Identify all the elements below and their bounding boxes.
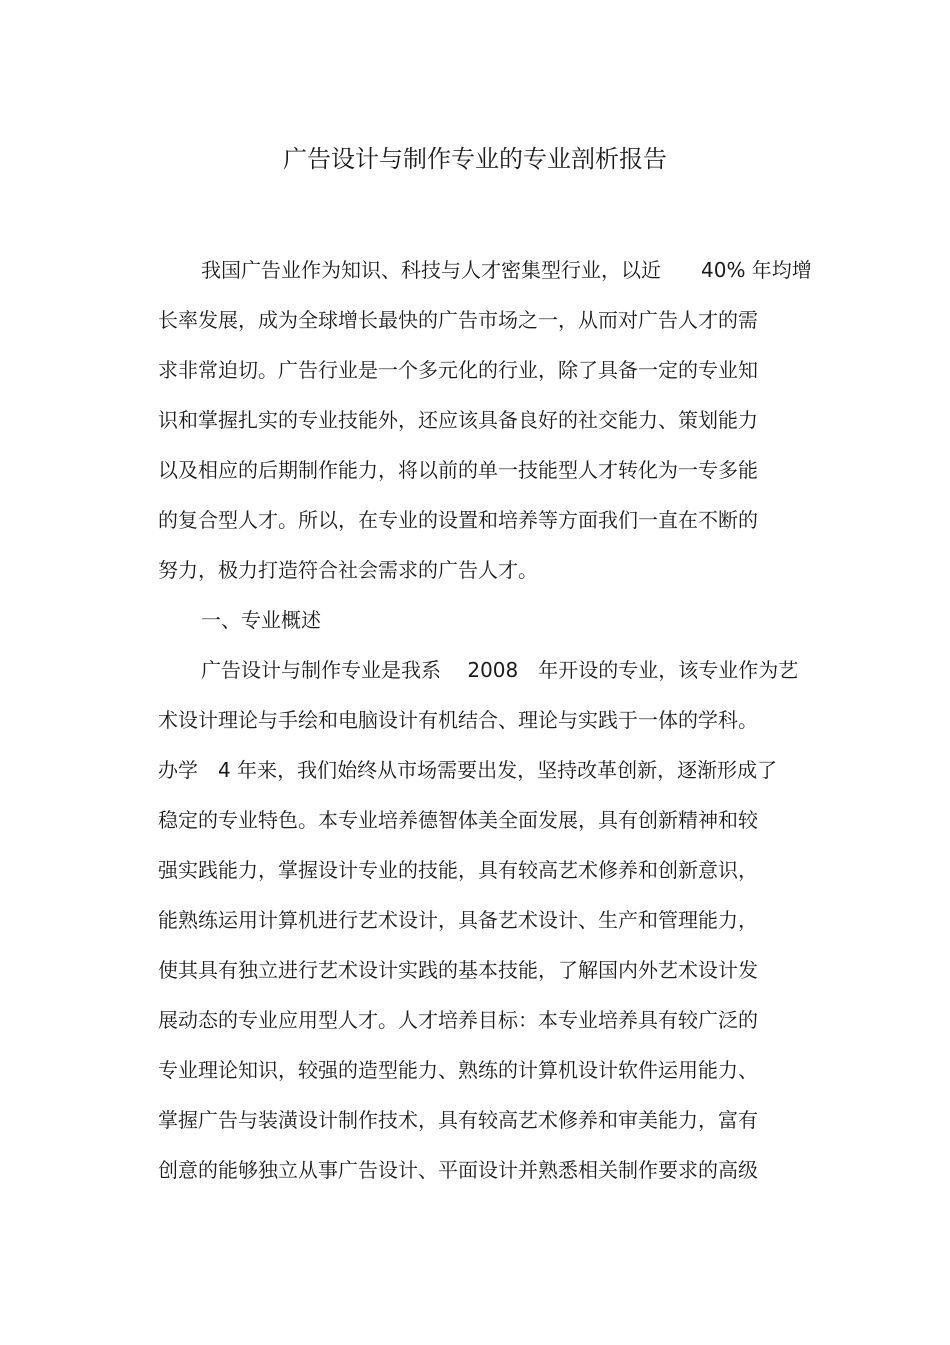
paragraph-line: 创意的能够独立从事广告设计、平面设计并熟悉相关制作要求的高级	[158, 1158, 758, 1182]
paragraph-line: 识和掌握扎实的专业技能外，还应该具备良好的社交能力、策划能力	[158, 408, 758, 432]
paragraph-line: 展动态的专业应用型人才。人才培养目标：本专业培养具有较广泛的	[158, 1008, 758, 1032]
paragraph-line: 长率发展，成为全球增长最快的广告市场之一，从而对广告人才的需	[158, 308, 758, 332]
paragraph-line: 以及相应的后期制作能力，将以前的单一技能型人才转化为一专多能	[158, 458, 758, 482]
paragraph-line: 稳定的专业特色。本专业培养德智体美全面发展，具有创新精神和较	[158, 808, 758, 832]
paragraph-line: 的复合型人才。所以，在专业的设置和培养等方面我们一直在不断的	[158, 508, 758, 532]
paragraph-line: 强实践能力，掌握设计专业的技能，具有较高艺术修养和创新意识，	[158, 858, 758, 882]
paragraph-line: 广告设计与制作专业是我系 2008 年开设的专业，该专业作为艺	[201, 658, 799, 682]
paragraph-line: 求非常迫切。广告行业是一个多元化的行业，除了具备一定的专业知	[158, 358, 758, 382]
paragraph-line: 努力，极力打造符合社会需求的广告人才。	[158, 558, 538, 582]
paragraph-line: 能熟练运用计算机进行艺术设计，具备艺术设计、生产和管理能力，	[158, 908, 758, 932]
paragraph-line: 掌握广告与装潢设计制作技术，具有较高艺术修养和审美能力，富有	[158, 1108, 758, 1132]
paragraph-line: 我国广告业作为知识、科技与人才密集型行业，以近 40% 年均增	[201, 258, 812, 282]
paragraph-line: 使其具有独立进行艺术设计实践的基本技能，了解国内外艺术设计发	[158, 958, 758, 982]
paragraph-line: 专业理论知识，较强的造型能力、熟练的计算机设计软件运用能力、	[158, 1058, 758, 1082]
paragraph-line: 术设计理论与手绘和电脑设计有机结合、理论与实践于一体的学科。	[158, 708, 758, 732]
document-title: 广告设计与制作专业的专业剖析报告	[283, 145, 667, 173]
section-heading: 一、专业概述	[201, 608, 321, 632]
paragraph-line: 办学 4 年来，我们始终从市场需要出发，坚持改革创新，逐渐形成了	[158, 758, 778, 782]
